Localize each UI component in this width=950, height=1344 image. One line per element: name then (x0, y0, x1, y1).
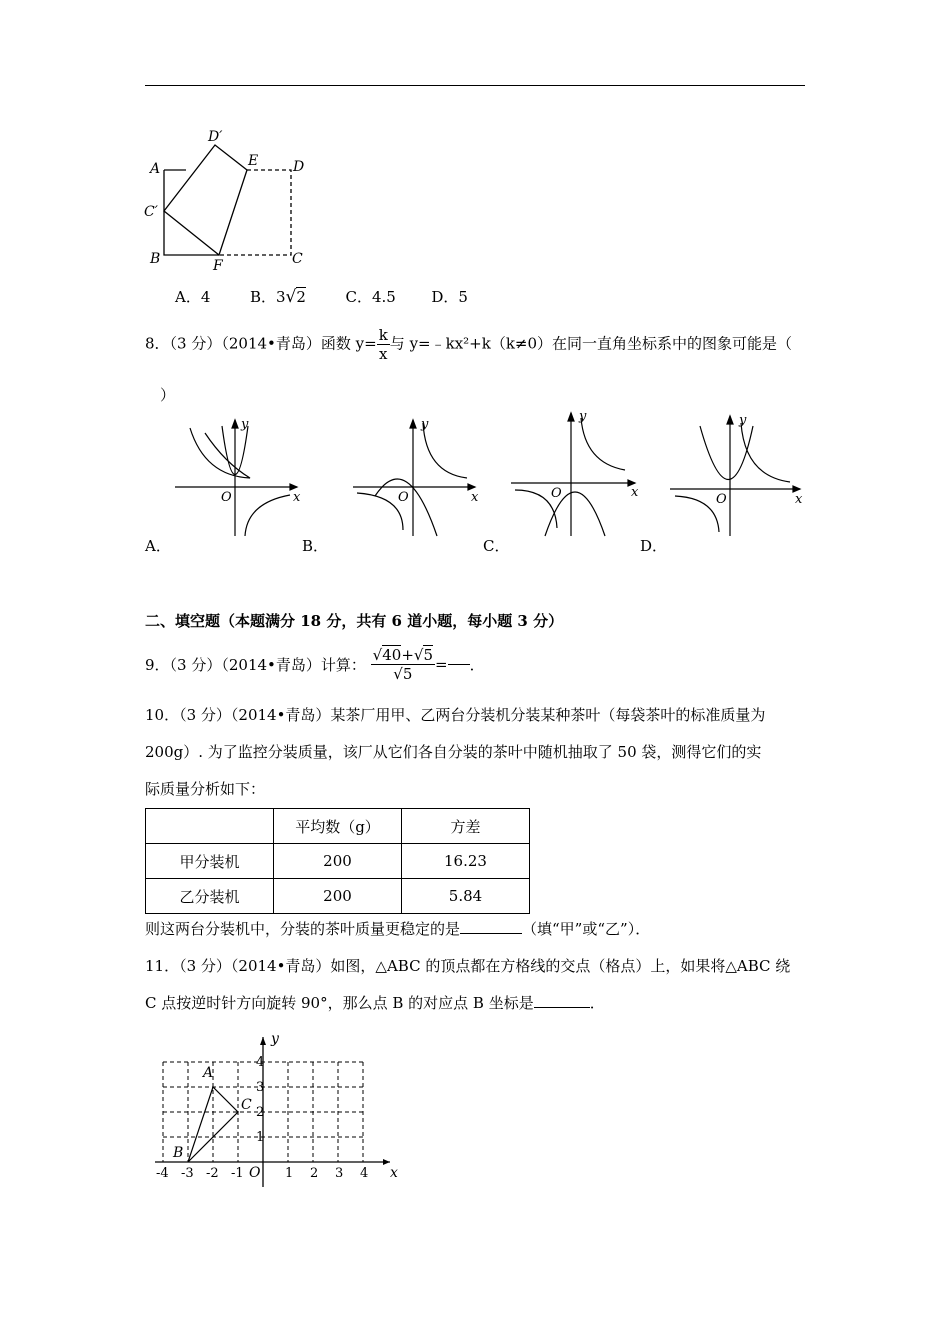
label-F: F (213, 258, 223, 274)
q8-graph-b (353, 420, 475, 536)
table-cell: 乙分装机 (146, 879, 274, 914)
label-C-prime: C′ (144, 204, 158, 220)
svg-text:x: x (471, 490, 479, 505)
q8-graph-c (511, 413, 635, 536)
q10-after: 则这两台分装机中，分装的茶叶质量更稳定的是 （填“甲”或“乙”）． (145, 920, 651, 938)
svg-text:x: x (293, 490, 301, 505)
svg-text:2: 2 (310, 1166, 319, 1181)
svg-text:3: 3 (256, 1080, 265, 1095)
q8-graph-d (670, 416, 800, 536)
q11-answer-blank[interactable] (534, 1007, 590, 1008)
label-D: D (293, 159, 305, 175)
svg-text:4: 4 (256, 1055, 265, 1070)
label-C: C (292, 251, 303, 267)
q7-option-c: C．4.5 (345, 288, 396, 306)
svg-text:x: x (795, 492, 803, 507)
header-rule (145, 85, 805, 86)
table-header-row (146, 809, 530, 844)
table-header-cell (146, 809, 274, 844)
table-header-cell: 平均数（g） (274, 809, 402, 844)
q11-label-C: C (241, 1097, 252, 1113)
svg-text:x: x (631, 485, 639, 500)
q8-graph-a (175, 420, 297, 536)
svg-text:O: O (398, 490, 409, 505)
q7-options (175, 286, 468, 307)
table-cell: 200 (274, 879, 402, 914)
q8-choice-b: B． (302, 537, 329, 555)
svg-text:1: 1 (256, 1130, 265, 1145)
q7-option-b: B．3√2 (249, 287, 306, 307)
table-cell: 16.23 (402, 844, 530, 879)
svg-text:-3: -3 (181, 1166, 194, 1181)
svg-text:2: 2 (256, 1105, 265, 1120)
q9-answer-blank[interactable] (448, 664, 470, 665)
q9-fraction: $\frac{√40+√5}{√5}$ (372, 646, 434, 683)
q10-line2: 200g）. 为了监控分装质量，该厂从它们各自分装的茶叶中随机抽取了 50 袋，测得它们的实 (145, 743, 762, 761)
label-E: E (248, 153, 259, 169)
q8-choice-d: D． (640, 537, 668, 555)
table-cell: 甲分装机 (146, 844, 274, 879)
svg-text:1: 1 (285, 1166, 294, 1181)
svg-text:-1: -1 (231, 1166, 244, 1181)
q8-choice-c: C． (483, 537, 510, 555)
table-row (146, 879, 530, 914)
table-cell: 5.84 (402, 879, 530, 914)
q10-line1: 10．（3 分）（2014•青岛）某茶厂用甲、乙两台分装机分装某种茶叶（每袋茶叶的标准质量为 (145, 706, 766, 724)
table-header-cell: 方差 (402, 809, 530, 844)
svg-text:O: O (551, 486, 562, 501)
q8-stem: 8．（3 分）（2014•青岛）函数 y= $\frac{k}{x}$ 与 y=﹣kx²+k（k≠0）在同一直角坐标系中的图象可能是（ (145, 326, 793, 363)
q9-stem: 9．（3 分）（2014•青岛）计算： $\frac{√40+√5}{√5}$ = ． (145, 646, 485, 683)
label-A: A (150, 161, 161, 177)
svg-text:y: y (739, 413, 747, 428)
svg-text:y: y (241, 417, 249, 432)
q8-graphs (145, 408, 810, 543)
q11-y-label: y (271, 1031, 279, 1047)
q11-origin-label: O (249, 1165, 261, 1181)
q7-left-edge (164, 170, 219, 255)
label-D-prime: D′ (208, 129, 223, 145)
table-cell: 200 (274, 844, 402, 879)
table-row (146, 844, 530, 879)
q11-line2: C 点按逆时针方向旋转 90°，那么点 B 的对应点 B 坐标是 ． (145, 994, 605, 1012)
svg-text:4: 4 (360, 1166, 369, 1181)
svg-text:O: O (716, 492, 727, 507)
svg-text:3: 3 (335, 1166, 344, 1181)
svg-text:y: y (421, 417, 429, 432)
svg-text:y: y (579, 409, 587, 424)
svg-text:O: O (221, 490, 232, 505)
q7-option-a: A．4 (175, 288, 211, 306)
svg-text:-2: -2 (206, 1166, 219, 1181)
q7-dashed-edges (219, 170, 291, 255)
q10-answer-blank[interactable] (460, 933, 522, 934)
label-B: B (150, 251, 161, 267)
q11-x-label: x (390, 1165, 398, 1181)
q7-folded-shape (164, 145, 247, 255)
svg-text:-4: -4 (156, 1166, 169, 1181)
q8-fraction: $\frac{k}{x}$ (378, 326, 388, 363)
q8-stem-close: ） (160, 386, 176, 404)
q10-table (145, 808, 530, 914)
q11-label-B: B (173, 1145, 184, 1161)
q11-line1: 11．（3 分）（2014•青岛）如图，△ABC 的顶点都在方格线的交点（格点）上，如果将△ABC 绕 (145, 957, 791, 975)
q7-option-d: D．5 (431, 288, 468, 306)
q10-line3: 际质量分析如下： (145, 780, 266, 798)
q7-figure (140, 125, 320, 275)
q8-choice-a: A． (145, 537, 171, 555)
q11-label-A: A (203, 1065, 214, 1081)
q11-grid-figure (145, 1025, 410, 1195)
section2-heading: 二、填空题（本题满分 18 分，共有 6 道小题，每小题 3 分） (145, 612, 564, 630)
